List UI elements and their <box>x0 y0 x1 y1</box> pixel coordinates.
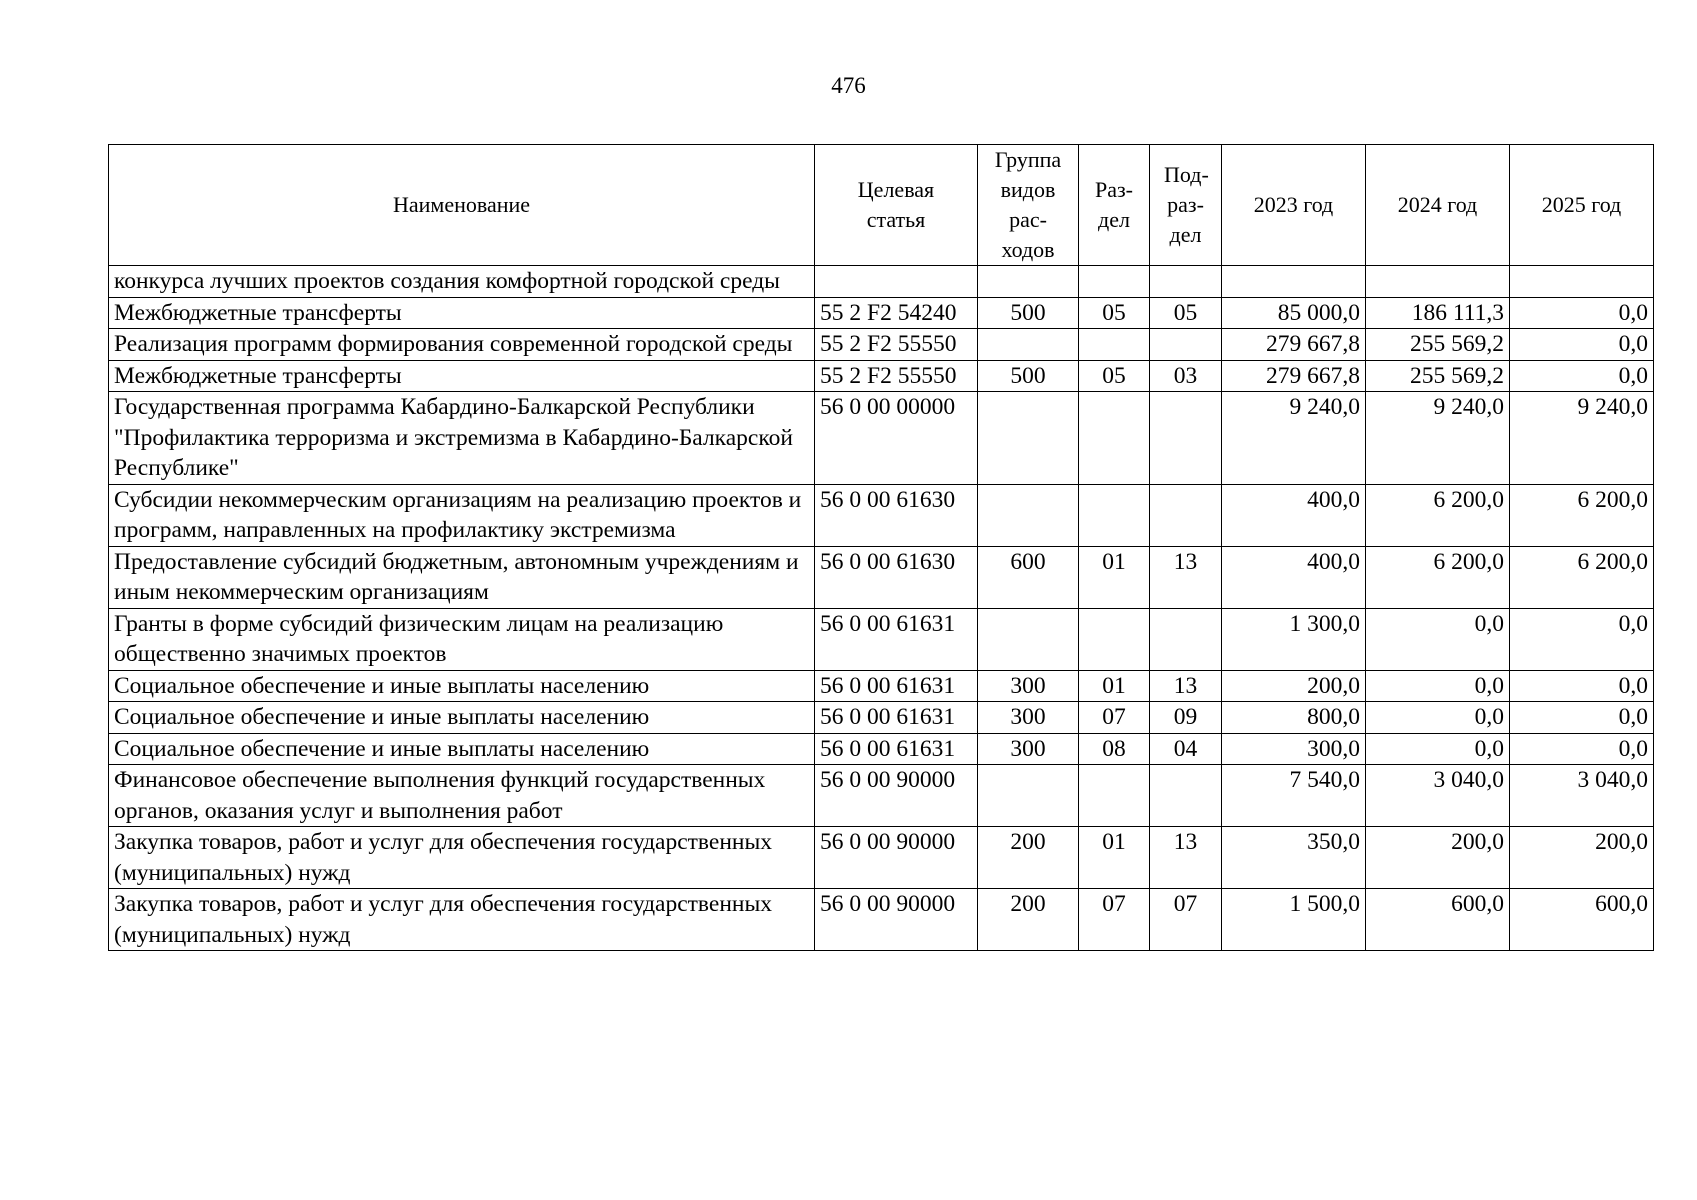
row-expense-group: 300 <box>978 670 1079 702</box>
row-target-article: 56 0 00 90000 <box>815 827 978 889</box>
table-row <box>109 266 1654 298</box>
table-body <box>109 266 1654 951</box>
row-name: Межбюджетные трансферты <box>109 297 815 329</box>
row-section: 07 <box>1079 889 1150 951</box>
row-target-article <box>815 266 978 298</box>
row-name: Предоставление субсидий бюджетным, автономным учреждениям и иным некоммерческим организациям <box>109 546 815 608</box>
row-2025: 200,0 <box>1510 827 1654 889</box>
row-2025: 0,0 <box>1510 702 1654 734</box>
row-name: Гранты в форме субсидий физическим лицам на реализацию общественно значимых проектов <box>109 608 815 670</box>
row-subsection: 03 <box>1150 360 1222 392</box>
row-section: 07 <box>1079 702 1150 734</box>
header-target-article: Целевая статья <box>815 145 978 266</box>
row-2023: 300,0 <box>1222 733 1366 765</box>
table-row <box>109 733 1654 765</box>
row-subsection: 13 <box>1150 670 1222 702</box>
row-2025: 9 240,0 <box>1510 392 1654 485</box>
row-target-article: 56 0 00 90000 <box>815 889 978 951</box>
row-subsection: 05 <box>1150 297 1222 329</box>
row-2024: 255 569,2 <box>1366 360 1510 392</box>
row-expense-group: 500 <box>978 297 1079 329</box>
table-row <box>109 329 1654 361</box>
table-row <box>109 392 1654 485</box>
row-expense-group <box>978 266 1079 298</box>
row-2024: 255 569,2 <box>1366 329 1510 361</box>
row-expense-group: 600 <box>978 546 1079 608</box>
row-subsection: 04 <box>1150 733 1222 765</box>
row-name: Субсидии некоммерческим организациям на реализацию проектов и программ, направленных на профилактику экстремизма <box>109 484 815 546</box>
row-2025: 0,0 <box>1510 360 1654 392</box>
row-2024: 0,0 <box>1366 670 1510 702</box>
row-2025: 6 200,0 <box>1510 484 1654 546</box>
table-row <box>109 670 1654 702</box>
row-2025: 0,0 <box>1510 670 1654 702</box>
row-2024: 0,0 <box>1366 702 1510 734</box>
row-name: Финансовое обеспечение выполнения функций государственных органов, оказания услуг и выполнения работ <box>109 765 815 827</box>
header-subsection: Под- раз- дел <box>1150 145 1222 266</box>
row-2025: 6 200,0 <box>1510 546 1654 608</box>
table-row <box>109 546 1654 608</box>
row-2024: 186 111,3 <box>1366 297 1510 329</box>
row-2025: 0,0 <box>1510 329 1654 361</box>
row-2025: 0,0 <box>1510 608 1654 670</box>
row-section <box>1079 608 1150 670</box>
row-2023: 279 667,8 <box>1222 360 1366 392</box>
table-row <box>109 297 1654 329</box>
row-2025: 3 040,0 <box>1510 765 1654 827</box>
row-subsection <box>1150 484 1222 546</box>
header-2023: 2023 год <box>1222 145 1366 266</box>
row-expense-group <box>978 484 1079 546</box>
table-row <box>109 889 1654 951</box>
row-expense-group: 200 <box>978 827 1079 889</box>
row-name: Государственная программа Кабардино-Балкарской Республики "Профилактика терроризма и экстремизма в Кабардино-Балкарской Республике" <box>109 392 815 485</box>
header-row <box>109 145 1654 266</box>
row-section: 01 <box>1079 670 1150 702</box>
row-name: Социальное обеспечение и иные выплаты населению <box>109 702 815 734</box>
row-expense-group <box>978 392 1079 485</box>
row-section <box>1079 765 1150 827</box>
row-expense-group: 300 <box>978 733 1079 765</box>
header-section: Раз- дел <box>1079 145 1150 266</box>
row-2023: 1 500,0 <box>1222 889 1366 951</box>
table-row <box>109 608 1654 670</box>
row-2025: 0,0 <box>1510 733 1654 765</box>
row-expense-group <box>978 329 1079 361</box>
table-row <box>109 484 1654 546</box>
row-target-article: 56 0 00 61631 <box>815 608 978 670</box>
row-section: 05 <box>1079 297 1150 329</box>
row-2024: 0,0 <box>1366 733 1510 765</box>
row-subsection <box>1150 329 1222 361</box>
row-section: 08 <box>1079 733 1150 765</box>
row-target-article: 56 0 00 00000 <box>815 392 978 485</box>
table-row <box>109 827 1654 889</box>
row-section: 01 <box>1079 546 1150 608</box>
row-name: Социальное обеспечение и иные выплаты населению <box>109 733 815 765</box>
header-2024: 2024 год <box>1366 145 1510 266</box>
row-target-article: 55 2 F2 55550 <box>815 360 978 392</box>
row-name: Закупка товаров, работ и услуг для обеспечения государственных (муниципальных) нужд <box>109 827 815 889</box>
table-row <box>109 702 1654 734</box>
row-2023: 400,0 <box>1222 546 1366 608</box>
row-2023: 800,0 <box>1222 702 1366 734</box>
row-expense-group <box>978 608 1079 670</box>
row-name: конкурса лучших проектов создания комфортной городской среды <box>109 266 815 298</box>
row-subsection: 13 <box>1150 827 1222 889</box>
row-2024: 6 200,0 <box>1366 546 1510 608</box>
table-row <box>109 360 1654 392</box>
row-section <box>1079 484 1150 546</box>
row-2023: 9 240,0 <box>1222 392 1366 485</box>
row-section <box>1079 392 1150 485</box>
row-expense-group: 200 <box>978 889 1079 951</box>
row-2023: 7 540,0 <box>1222 765 1366 827</box>
row-2024: 200,0 <box>1366 827 1510 889</box>
row-target-article: 55 2 F2 54240 <box>815 297 978 329</box>
row-name: Социальное обеспечение и иные выплаты населению <box>109 670 815 702</box>
row-name: Межбюджетные трансферты <box>109 360 815 392</box>
row-2023: 400,0 <box>1222 484 1366 546</box>
row-expense-group <box>978 765 1079 827</box>
header-expense-group: Группа видов рас- ходов <box>978 145 1079 266</box>
header-2025: 2025 год <box>1510 145 1654 266</box>
row-expense-group: 300 <box>978 702 1079 734</box>
row-name: Закупка товаров, работ и услуг для обеспечения государственных (муниципальных) нужд <box>109 889 815 951</box>
header-name: Наименование <box>109 145 815 266</box>
row-target-article: 56 0 00 61631 <box>815 702 978 734</box>
row-2025 <box>1510 266 1654 298</box>
row-expense-group: 500 <box>978 360 1079 392</box>
row-subsection: 07 <box>1150 889 1222 951</box>
row-subsection <box>1150 392 1222 485</box>
row-2023: 350,0 <box>1222 827 1366 889</box>
row-section: 05 <box>1079 360 1150 392</box>
row-subsection <box>1150 266 1222 298</box>
row-target-article: 56 0 00 61631 <box>815 670 978 702</box>
row-subsection <box>1150 608 1222 670</box>
row-2023: 85 000,0 <box>1222 297 1366 329</box>
row-2025: 600,0 <box>1510 889 1654 951</box>
row-subsection: 09 <box>1150 702 1222 734</box>
row-target-article: 56 0 00 61631 <box>815 733 978 765</box>
row-target-article: 55 2 F2 55550 <box>815 329 978 361</box>
table-header <box>109 145 1654 266</box>
row-target-article: 56 0 00 61630 <box>815 546 978 608</box>
row-2023: 1 300,0 <box>1222 608 1366 670</box>
row-2025: 0,0 <box>1510 297 1654 329</box>
row-2023 <box>1222 266 1366 298</box>
row-target-article: 56 0 00 90000 <box>815 765 978 827</box>
table-row <box>109 765 1654 827</box>
row-2023: 200,0 <box>1222 670 1366 702</box>
row-2023: 279 667,8 <box>1222 329 1366 361</box>
row-section: 01 <box>1079 827 1150 889</box>
row-2024: 6 200,0 <box>1366 484 1510 546</box>
row-2024: 3 040,0 <box>1366 765 1510 827</box>
row-subsection <box>1150 765 1222 827</box>
row-subsection: 13 <box>1150 546 1222 608</box>
row-target-article: 56 0 00 61630 <box>815 484 978 546</box>
row-section <box>1079 266 1150 298</box>
row-2024: 600,0 <box>1366 889 1510 951</box>
row-section <box>1079 329 1150 361</box>
budget-table <box>108 144 1654 951</box>
row-name: Реализация программ формирования современной городской среды <box>109 329 815 361</box>
page-number: 476 <box>831 73 866 98</box>
row-2024: 0,0 <box>1366 608 1510 670</box>
row-2024 <box>1366 266 1510 298</box>
row-2024: 9 240,0 <box>1366 392 1510 485</box>
